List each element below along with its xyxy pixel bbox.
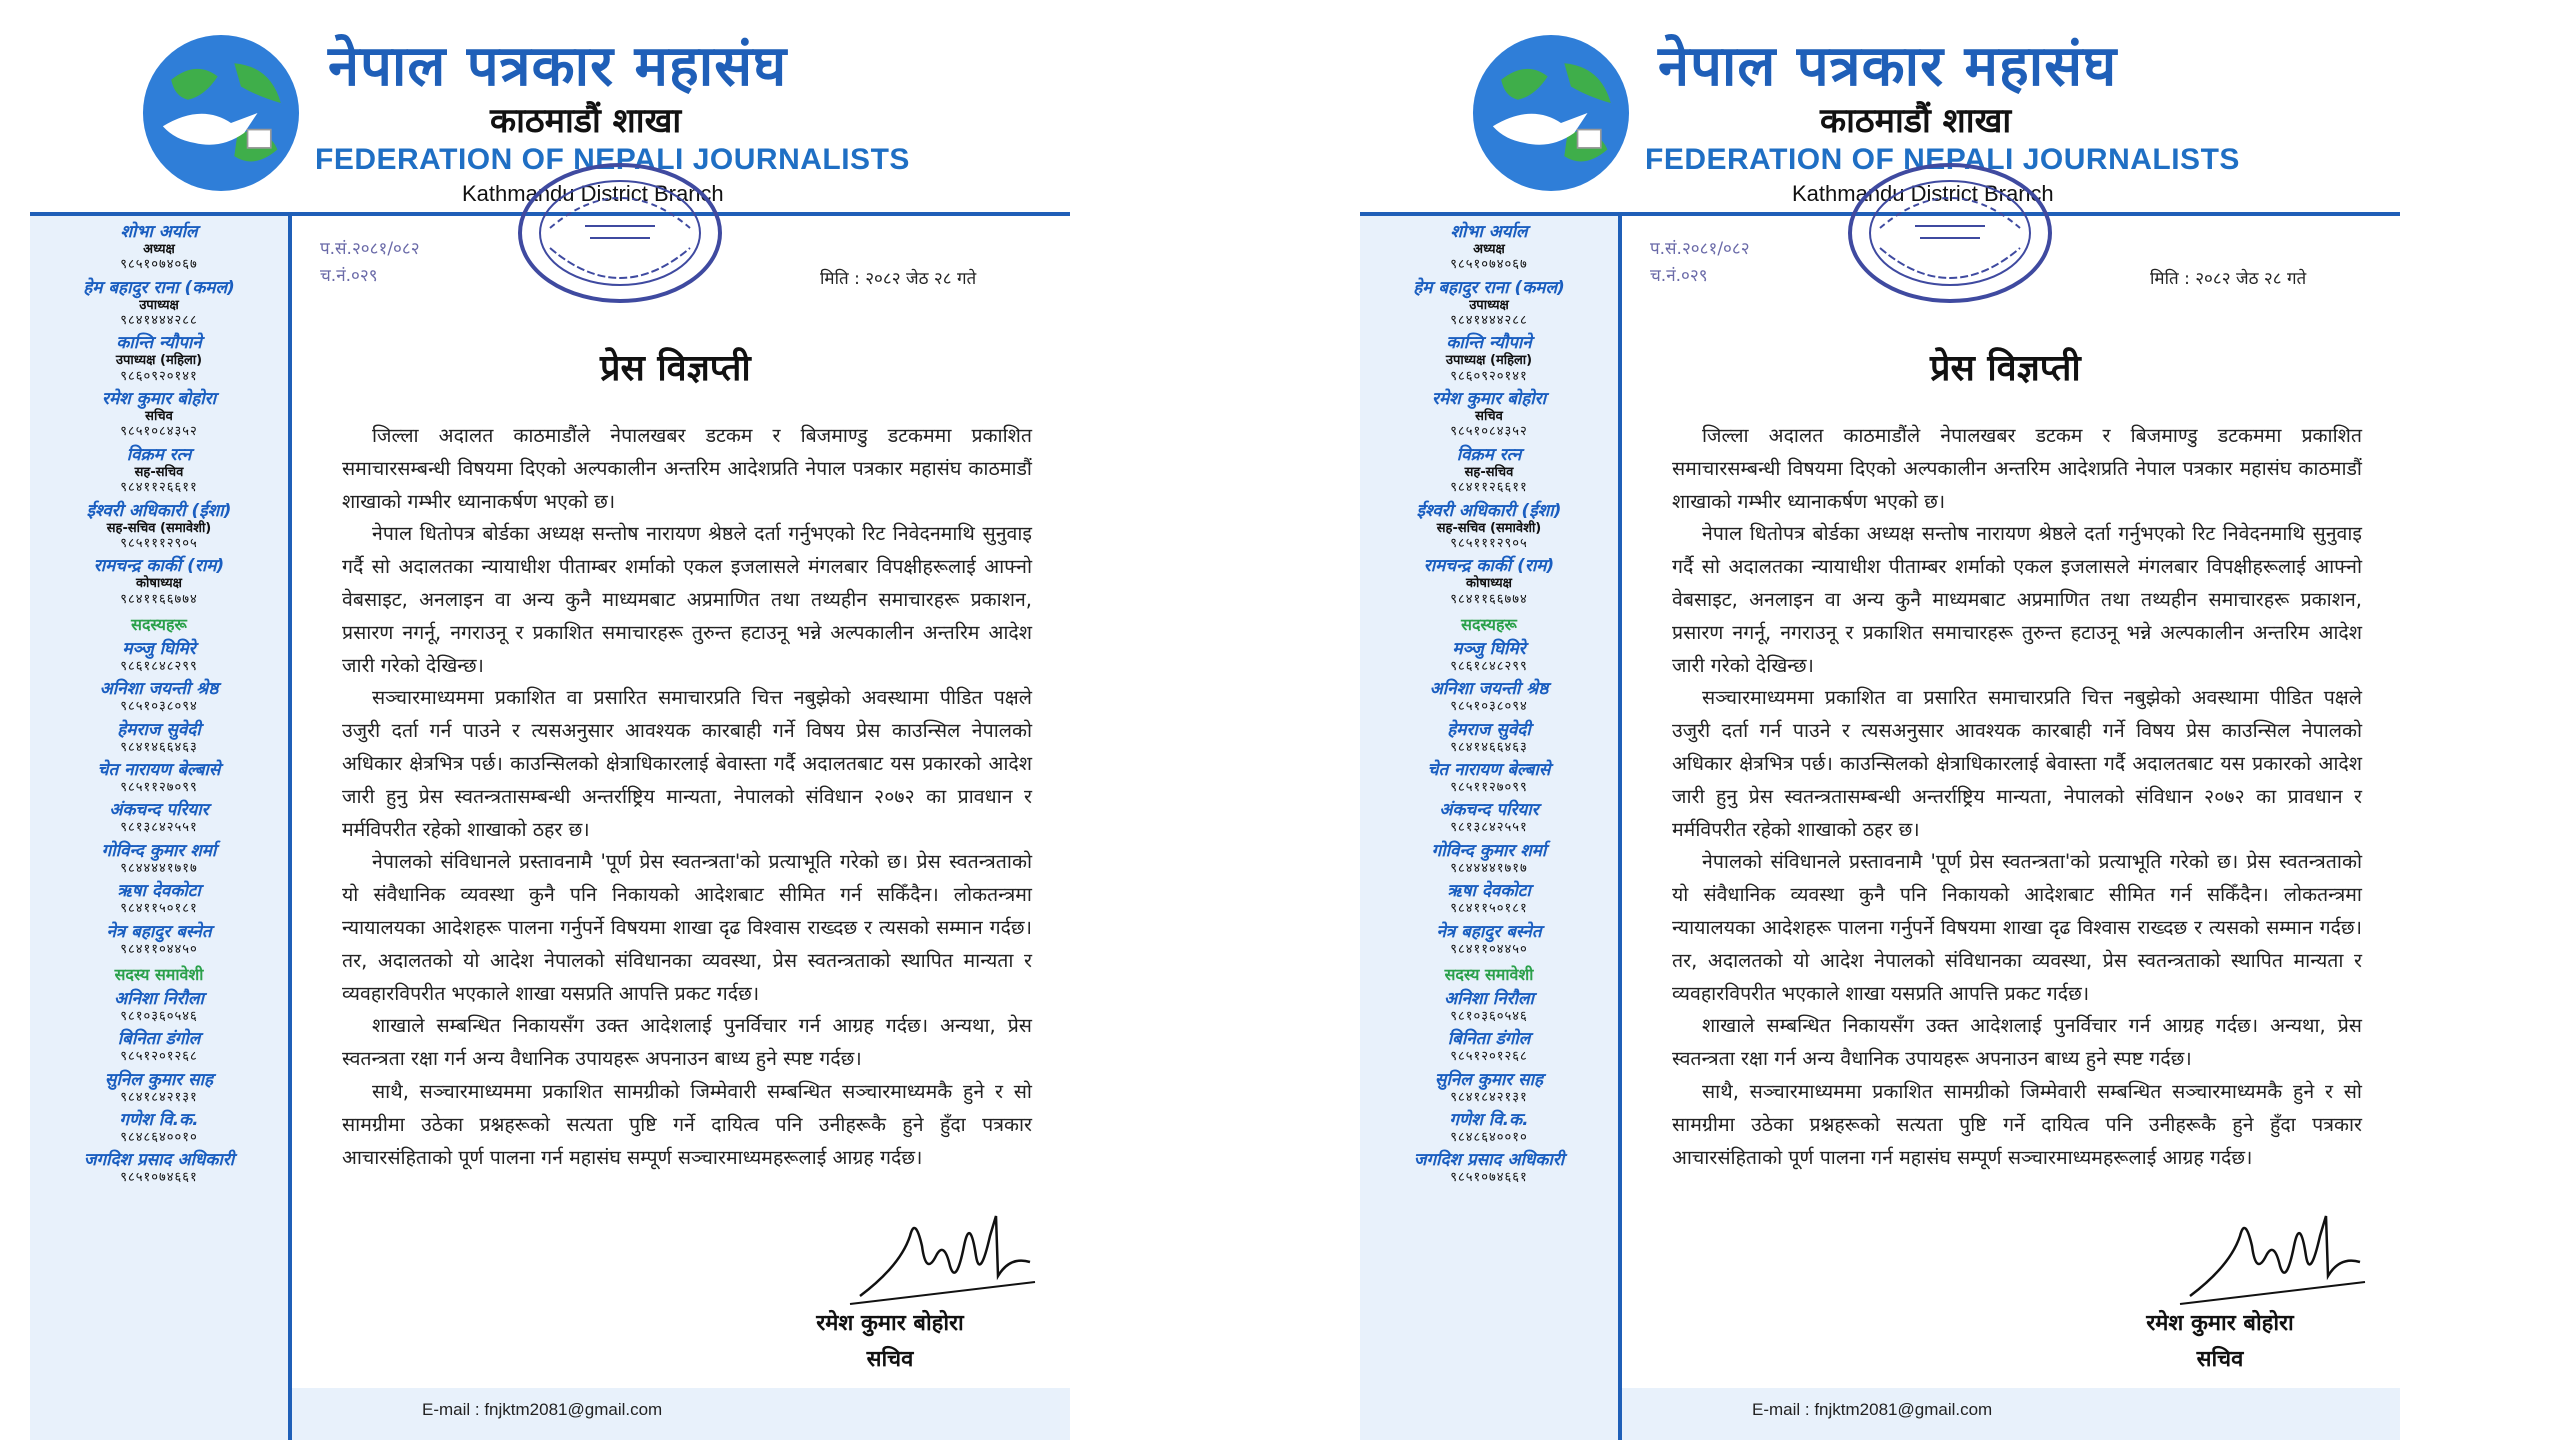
member-phone: ९८५१०३८०९४ [1450, 699, 1528, 715]
inclusive-member-entry [30, 1110, 288, 1145]
signatory-name: रमेश कुमार बोहोरा [2146, 1311, 2294, 1336]
officer-entry [30, 389, 288, 440]
cn-number: च.नं.०२९ [320, 266, 378, 287]
footer-email: E-mail : fnjktm2081@gmail.com [1752, 1400, 1993, 1419]
member-entry [1360, 679, 1618, 714]
member-phone: ९८४११०४४५० [120, 941, 198, 957]
member-phone: ९८४११५०१८१ [120, 901, 198, 917]
press-release-heading: प्रेस विज्ञप्ती [600, 348, 751, 389]
officer-name: कान्ति न्यौपाने [1446, 333, 1532, 354]
branch-title-nepali: काठमाडौं शाखा [490, 101, 682, 141]
inclusive-member-entry [1360, 989, 1618, 1024]
member-entry [1360, 760, 1618, 795]
org-title-english: FEDERATION OF NEPALI JOURNALISTS [315, 143, 910, 176]
org-title-nepali: नेपाल पत्रकार महासंघ [1658, 34, 2118, 99]
officer-phone: ९८५१०७४०६७ [120, 257, 198, 273]
officer-entry [1360, 445, 1618, 496]
officer-phone: ९८४११६६७७४ [1450, 591, 1528, 607]
member-phone: ९८४१८४२१३१ [1450, 1089, 1528, 1105]
officer-name: रमेश कुमार बोहोरा [1432, 389, 1546, 410]
officer-name: कान्ति न्यौपाने [116, 333, 202, 354]
member-entry [1360, 841, 1618, 876]
officer-entry [1360, 333, 1618, 384]
officer-role: सह-सचिव (समावेशी) [106, 520, 212, 536]
officer-phone: ९८५१०८४३५२ [1450, 424, 1528, 440]
member-phone: ९८५११२७०९९ [1450, 780, 1528, 796]
press-release-body [1672, 420, 2362, 1174]
officer-role: अध्यक्ष [1473, 242, 1505, 258]
fnj-globe-dove-logo [138, 30, 304, 196]
officer-role: कोषाध्यक्ष [136, 576, 182, 592]
officer-entry [1360, 222, 1618, 273]
letter-date: मिति : २०८२ जेठ २८ गते [2150, 269, 2307, 289]
member-name: अनिशा निरौला [114, 988, 204, 1009]
signatory-title: सचिव [866, 1347, 914, 1372]
member-name: अनिशा जयन्ती श्रेष्ठ [1429, 679, 1549, 700]
member-name: ऋषा देवकोटा [1447, 881, 1531, 902]
signatory-name: रमेश कुमार बोहोरा [816, 1311, 964, 1336]
member-name: नेत्र बहादुर बस्नेत [106, 921, 212, 942]
member-name: जगदिश प्रसाद अधिकारी [1413, 1150, 1565, 1171]
officer-role: अध्यक्ष [143, 242, 175, 258]
officer-name: विक्रम रत्न [126, 444, 192, 465]
officer-phone: ९८५१११२९०५ [120, 535, 198, 551]
member-phone: ९८५१०७४६६१ [120, 1170, 198, 1186]
official-stamp [510, 158, 730, 308]
inclusive-member-entry [1360, 1029, 1618, 1064]
member-entry [30, 922, 288, 957]
member-name: सुनिल कुमार साह [1434, 1069, 1544, 1090]
officer-phone: ९८४११६६७७४ [120, 591, 198, 607]
officer-role: उपाध्यक्ष [1469, 297, 1509, 313]
body-paragraph: नेपाल धितोपत्र बोर्डका अध्यक्ष सन्तोष नारायण श्रेष्ठले दर्ता गर्नुभएको रिट निवेदनमाथि सुनुवाइ गर्दै सो अदालतका न्यायाधीश पीताम्बर शर्माको एकल इजलासले मंगलबार विपक्षीहरूलाई आफ्नो वेबसाइट, अनलाइन वा अन्य कुनै माध्यमबाट अप्रमाणित तथा तथ्यहीन समाचारहरू प्रकाशन, प्रसारण नगर्नू, नगराउनू र प्रकाशित समाचारहरू तुरुन्त हटाउनू भन्ने अल्पकालीन अन्तरिम आदेश जारी गरेको देखिन्छ। [1672, 522, 2362, 677]
press-release-page-left [30, 0, 1090, 1440]
officer-role: उपाध्यक्ष (महिला) [1445, 353, 1533, 369]
member-phone: ९८४४४४१७१७ [120, 860, 198, 876]
member-phone: ९८६१८४८२९९ [1450, 658, 1528, 674]
ps-number: प.सं.२०८१/०८२ [1650, 239, 1750, 259]
officer-entry [30, 222, 288, 273]
member-name: गणेश वि.क. [119, 1110, 199, 1131]
member-name: चेत नारायण बेल्बासे [97, 760, 221, 781]
fnj-globe-dove-logo [1468, 30, 1634, 196]
body-paragraph: नेपाल धितोपत्र बोर्डका अध्यक्ष सन्तोष नारायण श्रेष्ठले दर्ता गर्नुभएको रिट निवेदनमाथि सुनुवाइ गर्दै सो अदालतका न्यायाधीश पीताम्बर शर्माको एकल इजलासले मंगलबार विपक्षीहरूलाई आफ्नो वेबसाइट, अनलाइन वा अन्य कुनै माध्यमबाट अप्रमाणित तथा तथ्यहीन समाचारहरू प्रकाशन, प्रसारण नगर्नू, नगराउनू र प्रकाशित समाचारहरू तुरुन्त हटाउनू भन्ने अल्पकालीन अन्तरिम आदेश जारी गरेको देखिन्छ। [342, 522, 1032, 677]
officer-role: सचिव [145, 409, 173, 425]
body-paragraph: शाखाले सम्बन्धित निकायसँग उक्त आदेशलाई पुनर्विचार गर्न आग्रह गर्दछ। अन्यथा, प्रेस स्वतन्त्रता रक्षा गर्न अन्य वैधानिक उपायहरू अपनाउन बाध्य हुने स्पष्ट गर्दछ। [342, 1014, 1032, 1071]
member-name: बिनिता डंगोल [117, 1029, 201, 1050]
member-name: अनिशा जयन्ती श्रेष्ठ [99, 679, 219, 700]
officer-role: उपाध्यक्ष [139, 297, 179, 313]
inclusive-member-entry [1360, 1070, 1618, 1105]
member-name: बिनिता डंगोल [1447, 1029, 1531, 1050]
member-entry [1360, 720, 1618, 755]
official-stamp [1840, 158, 2060, 308]
footer-email: E-mail : fnjktm2081@gmail.com [422, 1400, 663, 1419]
officer-role: सह-सचिव (समावेशी) [1436, 520, 1542, 536]
inclusive-member-entry [30, 1070, 288, 1105]
officer-role: सह-सचिव [1464, 464, 1514, 480]
officer-phone: ९८५१०८४३५२ [120, 424, 198, 440]
inclusive-member-entry [30, 989, 288, 1024]
officer-entry [1360, 556, 1618, 607]
member-entry [30, 639, 288, 674]
body-paragraph: साथै, सञ्चारमाध्यममा प्रकाशित सामग्रीको जिम्मेवारी सम्बन्धित सञ्चारमाध्यमकै हुने र सो सामग्रीमा उठेका प्रश्नहरूको सत्यता पुष्टि गर्ने दायित्व पनि उनीहरूकै हुने हुँदा पत्रकार आचारसंहिताको पूर्ण पालना गर्न महासंघ सम्पूर्ण सञ्चारमाध्यमहरूलाई आग्रह गर्दछ। [342, 1079, 1032, 1169]
inclusive-member-entry [1360, 1150, 1618, 1185]
officer-name: हेम बहादुर राना (कमल) [83, 277, 235, 298]
member-phone: ९८१३८४२५५१ [1450, 820, 1528, 836]
branch-title-english: Kathmandu District Branch [462, 181, 724, 206]
member-name: अंकचन्द परियार [109, 800, 209, 821]
member-entry [1360, 800, 1618, 835]
officer-name: शोभा अर्याल [120, 222, 198, 242]
member-phone: ९८४१८४२१३१ [120, 1089, 198, 1105]
officer-entry [30, 333, 288, 384]
sidebar-divider [1618, 216, 1622, 1440]
body-paragraph: जिल्ला अदालत काठमाडौंले नेपालखबर डटकम र बिजमाण्डु डटकममा प्रकाशित समाचारसम्बन्धी विषयमा दिएको अल्पकालीन अन्तरिम आदेशप्रति नेपाल पत्रकार महासंघ काठमाडौं शाखाको गम्भीर ध्यानाकर्षण भएको छ। [1672, 424, 2362, 513]
body-paragraph: साथै, सञ्चारमाध्यममा प्रकाशित सामग्रीको जिम्मेवारी सम्बन्धित सञ्चारमाध्यमकै हुने र सो सामग्रीमा उठेका प्रश्नहरूको सत्यता पुष्टि गर्ने दायित्व पनि उनीहरूकै हुने हुँदा पत्रकार आचारसंहिताको पूर्ण पालना गर्न महासंघ सम्पूर्ण सञ्चारमाध्यमहरूलाई आग्रह गर्दछ। [1672, 1079, 2362, 1169]
member-entry [30, 679, 288, 714]
members-heading: सदस्यहरू [131, 614, 187, 634]
ps-number: प.सं.२०८१/०८२ [320, 239, 420, 259]
org-title-english: FEDERATION OF NEPALI JOURNALISTS [1645, 143, 2240, 176]
inclusive-members-heading: सदस्य समावेशी [114, 964, 204, 984]
members-heading: सदस्यहरू [1461, 614, 1517, 634]
member-phone: ९८५११२७०९९ [120, 780, 198, 796]
member-phone: ९८४८६४००१० [120, 1130, 198, 1146]
inclusive-member-entry [1360, 1110, 1618, 1145]
footer-bar [292, 1388, 1070, 1440]
officer-phone: ९८६०९२०१४१ [120, 368, 198, 384]
officers-list [30, 222, 288, 1191]
member-name: गणेश वि.क. [1449, 1110, 1529, 1131]
letter-date: मिति : २०८२ जेठ २८ गते [820, 269, 977, 289]
officer-phone: ९८५१११२९०५ [1450, 535, 1528, 551]
member-phone: ९८५१२०१२६८ [120, 1049, 198, 1065]
sidebar-divider [288, 216, 292, 1440]
member-name: अनिशा निरौला [1444, 988, 1534, 1009]
reference-numbers [320, 236, 420, 290]
cn-number: च.नं.०२९ [1650, 266, 1708, 287]
org-title-nepali: नेपाल पत्रकार महासंघ [328, 34, 788, 99]
member-name: जगदिश प्रसाद अधिकारी [83, 1150, 235, 1171]
member-phone: ९८५१०३८०९४ [120, 699, 198, 715]
member-entry [30, 760, 288, 795]
member-name: हेमराज सुवेदी [1447, 719, 1531, 740]
officer-entry [1360, 501, 1618, 552]
body-paragraph: सञ्चारमाध्यममा प्रकाशित वा प्रसारित समाचारप्रति चित्त नबुझेको अवस्थामा पीडित पक्षले उजुरी दर्ता गर्न पाउने र त्यसअनुसार आवश्यक कारबाही गर्ने विषय प्रेस काउन्सिल नेपालको अधिकार क्षेत्रभित्र पर्छ। काउन्सिलको क्षेत्राधिकारलाई बेवास्ता गर्दै अदालतबाट यस प्रकारको आदेश जारी हुनु प्रेस स्वतन्त्रतासम्बन्धी अन्तर्राष्ट्रिय मान्यता, नेपालको संविधान २०७२ का प्रावधान र मर्मविपरीत रहेको शाखाको ठहर छ। [1672, 686, 2362, 841]
member-entry [30, 720, 288, 755]
member-phone: ९८१३८४२५५१ [120, 820, 198, 836]
officers-list [1360, 222, 1618, 1191]
body-paragraph: नेपालको संविधानले प्रस्तावनामै 'पूर्ण प्रेस स्वतन्त्रता'को प्रत्याभूति गरेको छ। प्रेस स्वतन्त्रताको यो संवैधानिक व्यवस्था कुनै पनि निकायको आदेशबाट सीमित गर्न सकिँदैन। लोकतन्त्रमा न्यायालयका आदेशहरू पालना गर्नुपर्ने विषयमा शाखा दृढ विश्वास राख्दछ र त्यसको सम्मान गर्दछ। तर, अदालतको यो आदेश नेपालको संविधानका व्यवस्था, प्रेस स्वतन्त्रताको स्थापित मान्यता र व्यवहारविपरीत भएकाले शाखा यसप्रति आपत्ति प्रकट गर्दछ। [1672, 850, 2362, 1005]
officer-role: कोषाध्यक्ष [1466, 576, 1512, 592]
branch-title-nepali: काठमाडौं शाखा [1820, 101, 2012, 141]
officer-phone: ९८४११२६६११ [120, 480, 198, 496]
member-phone: ९८१०३६०५४६ [120, 1008, 198, 1024]
member-name: सुनिल कुमार साह [104, 1069, 214, 1090]
officer-entry [30, 278, 288, 329]
member-phone: ९८४८६४००१० [1450, 1130, 1528, 1146]
member-phone: ९८६१८४८२९९ [120, 658, 198, 674]
officer-name: रामचन्द्र कार्की (राम) [93, 556, 225, 577]
officer-entry [30, 501, 288, 552]
officer-name: ईश्वरी अधिकारी (ईशा) [86, 500, 232, 521]
officer-name: हेम बहादुर राना (कमल) [1413, 277, 1565, 298]
officer-phone: ९८४१४४४२८८ [120, 313, 198, 329]
officer-phone: ९८६०९२०१४१ [1450, 368, 1528, 384]
officer-role: सह-सचिव [134, 464, 184, 480]
signatory-block [770, 1306, 1010, 1378]
member-phone: ९८४११५०१८१ [1450, 901, 1528, 917]
officer-entry [1360, 389, 1618, 440]
press-release-body [342, 420, 1032, 1174]
officer-entry [1360, 278, 1618, 329]
signatory-block [2100, 1306, 2340, 1378]
officer-role: उपाध्यक्ष (महिला) [115, 353, 203, 369]
body-paragraph: सञ्चारमाध्यममा प्रकाशित वा प्रसारित समाचारप्रति चित्त नबुझेको अवस्थामा पीडित पक्षले उजुरी दर्ता गर्न पाउने र त्यसअनुसार आवश्यक कारबाही गर्ने विषय प्रेस काउन्सिल नेपालको अधिकार क्षेत्रभित्र पर्छ। काउन्सिलको क्षेत्राधिकारलाई बेवास्ता गर्दै अदालतबाट यस प्रकारको आदेश जारी हुनु प्रेस स्वतन्त्रतासम्बन्धी अन्तर्राष्ट्रिय मान्यता, नेपालको संविधान २०७२ का प्रावधान र मर्मविपरीत रहेको शाखाको ठहर छ। [342, 686, 1032, 841]
officer-name: विक्रम रत्न [1456, 444, 1522, 465]
officer-entry [30, 556, 288, 607]
member-name: ऋषा देवकोटा [117, 881, 201, 902]
officer-name: रामचन्द्र कार्की (राम) [1423, 556, 1555, 577]
member-name: चेत नारायण बेल्बासे [1427, 760, 1551, 781]
member-entry [1360, 922, 1618, 957]
member-name: गोविन्द कुमार शर्मा [1431, 840, 1547, 861]
officer-phone: ९८५१०७४०६७ [1450, 257, 1528, 273]
member-phone: ९८४११०४४५० [1450, 941, 1528, 957]
body-paragraph: जिल्ला अदालत काठमाडौंले नेपालखबर डटकम र बिजमाण्डु डटकममा प्रकाशित समाचारसम्बन्धी विषयमा दिएको अल्पकालीन अन्तरिम आदेशप्रति नेपाल पत्रकार महासंघ काठमाडौं शाखाको गम्भीर ध्यानाकर्षण भएको छ। [342, 424, 1032, 513]
member-phone: ९८४१४६६४६३ [1450, 739, 1528, 755]
officer-entry [30, 445, 288, 496]
member-name: गोविन्द कुमार शर्मा [101, 840, 217, 861]
member-name: नेत्र बहादुर बस्नेत [1436, 921, 1542, 942]
officer-phone: ९८४१४४४२८८ [1450, 313, 1528, 329]
member-entry [1360, 639, 1618, 674]
inclusive-member-entry [30, 1150, 288, 1185]
officer-role: सचिव [1475, 409, 1503, 425]
member-phone: ९८१०३६०५४६ [1450, 1008, 1528, 1024]
member-name: हेमराज सुवेदी [117, 719, 201, 740]
member-phone: ९८४१४६६४६३ [120, 739, 198, 755]
member-phone: ९८५१२०१२६८ [1450, 1049, 1528, 1065]
member-phone: ९८४४४४१७१७ [1450, 860, 1528, 876]
member-entry [1360, 881, 1618, 916]
footer-bar [1622, 1388, 2400, 1440]
inclusive-member-entry [30, 1029, 288, 1064]
body-paragraph: नेपालको संविधानले प्रस्तावनामै 'पूर्ण प्रेस स्वतन्त्रता'को प्रत्याभूति गरेको छ। प्रेस स्वतन्त्रताको यो संवैधानिक व्यवस्था कुनै पनि निकायको आदेशबाट सीमित गर्न सकिँदैन। लोकतन्त्रमा न्यायालयका आदेशहरू पालना गर्नुपर्ने विषयमा शाखा दृढ विश्वास राख्दछ र त्यसको सम्मान गर्दछ। तर, अदालतको यो आदेश नेपालको संविधानका व्यवस्था, प्रेस स्वतन्त्रताको स्थापित मान्यता र व्यवहारविपरीत भएकाले शाखा यसप्रति आपत्ति प्रकट गर्दछ। [342, 850, 1032, 1005]
member-name: मञ्जु घिमिरे [1452, 638, 1526, 659]
officer-name: शोभा अर्याल [1450, 222, 1528, 242]
member-entry [30, 881, 288, 916]
officer-phone: ९८४११२६६११ [1450, 480, 1528, 496]
body-paragraph: शाखाले सम्बन्धित निकायसँग उक्त आदेशलाई पुनर्विचार गर्न आग्रह गर्दछ। अन्यथा, प्रेस स्वतन्त्रता रक्षा गर्न अन्य वैधानिक उपायहरू अपनाउन बाध्य हुने स्पष्ट गर्दछ। [1672, 1014, 2362, 1071]
signature [2170, 1196, 2370, 1316]
inclusive-members-heading: सदस्य समावेशी [1444, 964, 1534, 984]
press-release-heading: प्रेस विज्ञप्ती [1930, 348, 2081, 389]
signatory-title: सचिव [2196, 1347, 2244, 1372]
member-entry [30, 841, 288, 876]
member-name: अंकचन्द परियार [1439, 800, 1539, 821]
member-name: मञ्जु घिमिरे [122, 638, 196, 659]
branch-title-english: Kathmandu District Branch [1792, 181, 2054, 206]
signature [840, 1196, 1040, 1316]
officer-name: रमेश कुमार बोहोरा [102, 389, 216, 410]
member-phone: ९८५१०७४६६१ [1450, 1170, 1528, 1186]
press-release-page-right [1360, 0, 2420, 1440]
reference-numbers [1650, 236, 1750, 290]
officer-name: ईश्वरी अधिकारी (ईशा) [1416, 500, 1562, 521]
member-entry [30, 800, 288, 835]
